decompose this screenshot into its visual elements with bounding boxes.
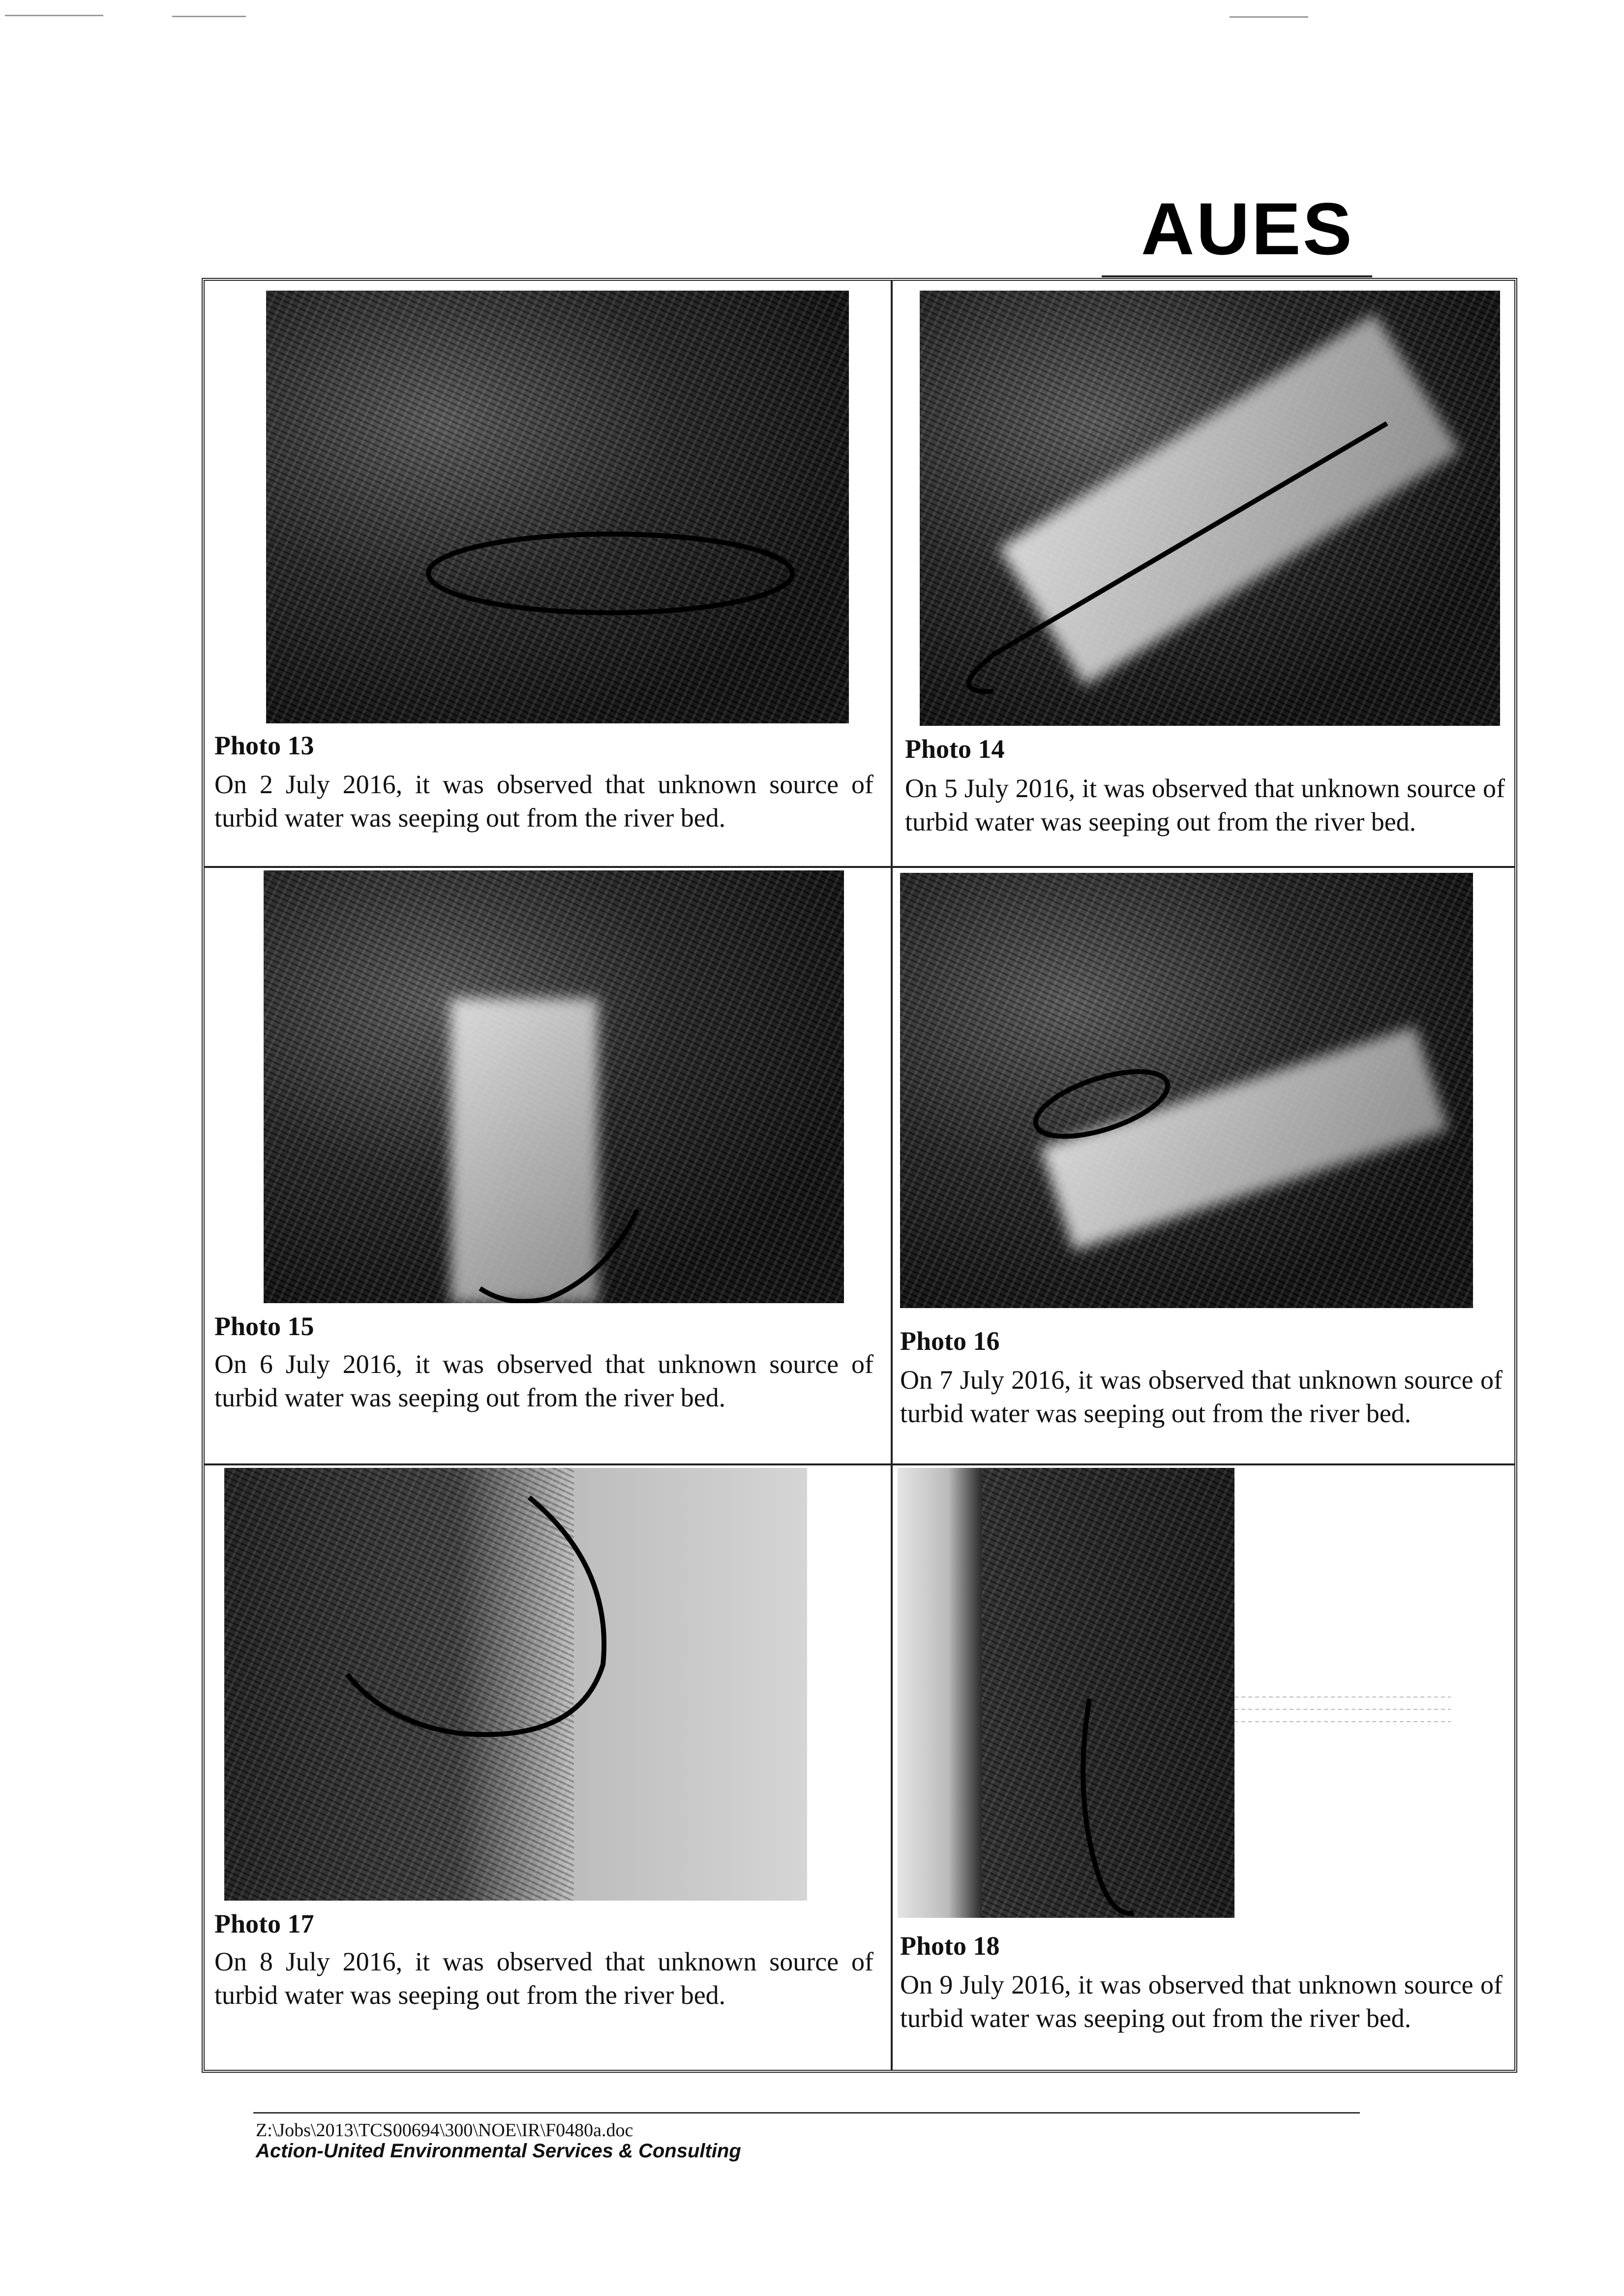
- photo-label: Photo 15: [214, 1312, 314, 1341]
- photo-cell-18: [893, 1465, 1517, 2070]
- photo-label: Photo 16: [900, 1326, 1000, 1356]
- site-photo: [264, 870, 844, 1303]
- highlight-circle: [266, 291, 849, 723]
- scan-artifact: [1234, 1709, 1451, 1710]
- scan-artifact: [1234, 1697, 1451, 1698]
- highlight-circle: [920, 291, 1500, 726]
- highlight-circle: [900, 873, 1473, 1308]
- highlight-circle: [224, 1468, 807, 1901]
- highlight-circle: [898, 1468, 1234, 1918]
- photo-cell-13: [205, 281, 891, 866]
- company-logo: AUES: [1141, 187, 1354, 270]
- scan-artifact: [1234, 1721, 1451, 1722]
- scan-artifact: [1230, 16, 1308, 18]
- photo-caption: On 5 July 2016, it was observed that unknown source of turbid water was seeping out from the river bed.: [905, 774, 1505, 836]
- photo-cell-14: [893, 281, 1517, 866]
- photo-grid: [202, 278, 1517, 2073]
- site-photo: [224, 1468, 807, 1901]
- scan-artifact: [172, 16, 246, 17]
- photo-caption: On 7 July 2016, it was observed that unknown source of turbid water was seeping out from the river bed.: [900, 1365, 1503, 1428]
- photo-label: Photo 17: [214, 1909, 314, 1938]
- scan-artifact: [5, 15, 103, 16]
- photo-cell-15: [205, 868, 891, 1463]
- footer-company-name: Action-United Environmental Services & Consulting: [256, 2140, 741, 2162]
- photo-cell-16: [893, 868, 1517, 1463]
- photo-caption: On 9 July 2016, it was observed that unknown source of turbid water was seeping out from the river bed.: [900, 1970, 1503, 2033]
- header-rule: [1102, 275, 1372, 277]
- footer-file-path: Z:\Jobs\2013\TCS00694\300\NOE\IR\F0480a.doc: [256, 2120, 633, 2141]
- photo-caption: On 8 July 2016, it was observed that unknown source of turbid water was seeping out from the river bed.: [214, 1947, 873, 2010]
- site-photo: [900, 873, 1473, 1308]
- photo-cell-17: [205, 1465, 891, 2070]
- site-photo: [266, 291, 849, 723]
- photo-label: Photo 13: [214, 731, 314, 760]
- photo-label: Photo 14: [905, 734, 1005, 764]
- footer-rule: [253, 2112, 1360, 2114]
- site-photo: [898, 1468, 1234, 1918]
- photo-caption: On 2 July 2016, it was observed that unknown source of turbid water was seeping out from the river bed.: [214, 770, 873, 833]
- highlight-circle: [264, 870, 844, 1303]
- photo-label: Photo 18: [900, 1931, 1000, 1961]
- site-photo: [920, 291, 1500, 726]
- photo-caption: On 6 July 2016, it was observed that unknown source of turbid water was seeping out from the river bed.: [214, 1349, 873, 1412]
